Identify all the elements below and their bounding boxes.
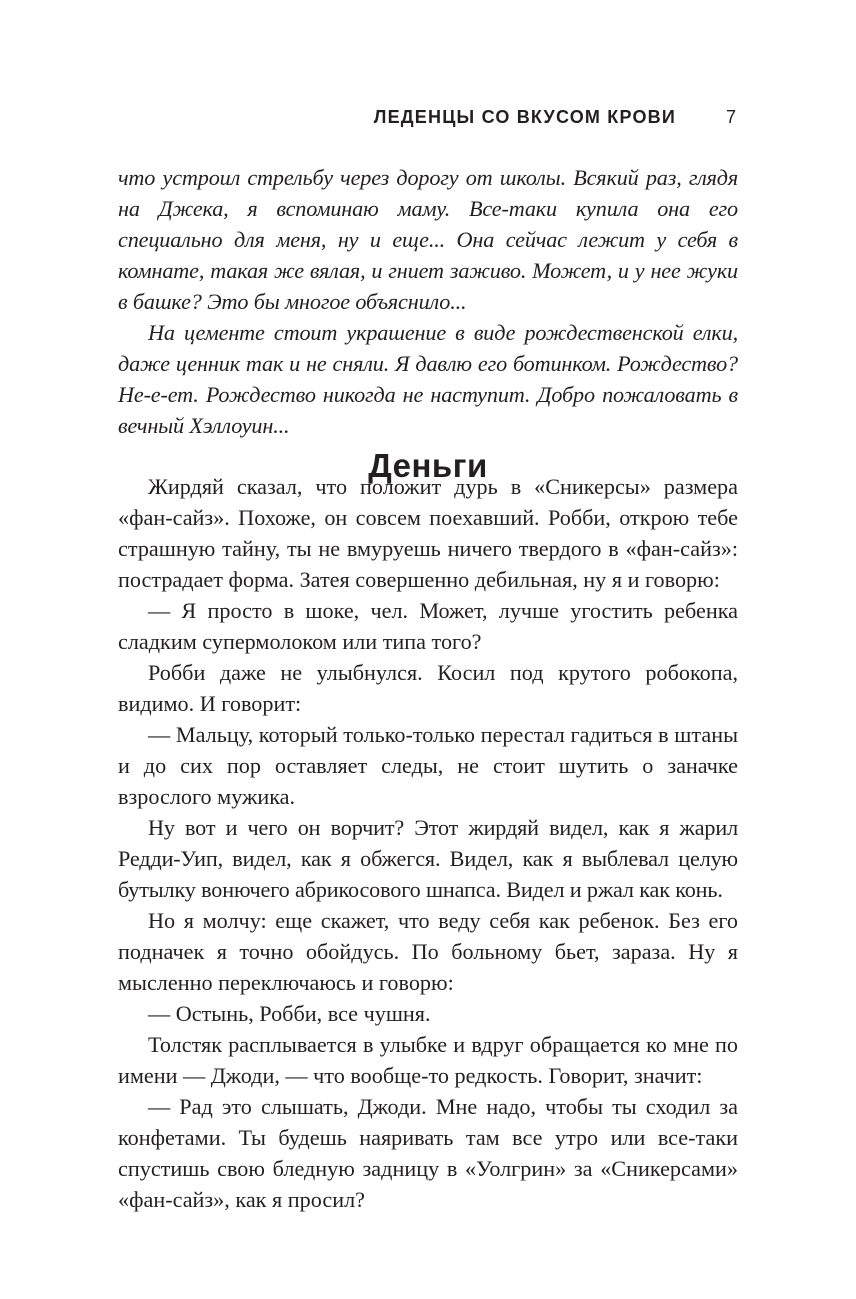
- dialogue-paragraph: — Я просто в шоке, чел. Может, лучше угостить ребенка сладким супермолоком или типа того?: [118, 598, 738, 654]
- body-paragraph: Ну вот и чего он ворчит? Этот жирдяй видел, как я жарил Редди-Уип, видел, как я обжегся. Видел, как я выблевал целую бутылку вонючего абрикосового шнапса. Видел и ржал как конь.: [118, 815, 738, 902]
- chapter-body: [118, 471, 738, 1215]
- body-paragraph: Жирдяй сказал, что положит дурь в «Сникерсы» размера «фан-сайз». Похоже, он совсем поехавший. Робби, открою тебе страшную тайну, ты не вмуруешь ничего твердого в «фан-сайз»: пострадает форма. Затея совершенно дебильная, ну я и говорю:: [118, 474, 738, 592]
- dialogue-paragraph: — Мальцу, который только-только перестал гадиться в штаны и до сих пор оставляет следы, не стоит шутить о заначке взрослого мужика.: [118, 722, 738, 809]
- body-paragraph: Робби даже не улыбнулся. Косил под крутого робокопа, видимо. И говорит:: [118, 660, 738, 716]
- dialogue-paragraph: — Рад это слышать, Джоди. Мне надо, чтобы ты сходил за конфетами. Ты будешь наяривать там все утро или все-таки спустишь свою бледную задницу в «Уолгрин» за «Сникерсами» «фан-сайз», как я просил?: [118, 1094, 738, 1212]
- chapter-title: Деньги: [368, 447, 488, 485]
- body-paragraph: Толстяк расплывается в улыбке и вдруг обращается ко мне по имени — Джоди, — что вообще-то редкость. Говорит, значит:: [118, 1032, 738, 1088]
- intro-paragraph: что устроил стрельбу через дорогу от школы. Всякий раз, глядя на Джека, я вспоминаю маму. Все-таки купила она его специально для меня, ну и еще... Она сейчас лежит у себя в комнате, такая же вялая, и гниет заживо. Может, и у нее жуки в башке? Это бы многое объяснило...: [118, 165, 738, 314]
- running-head: [118, 104, 738, 130]
- running-title: ЛЕДЕНЦЫ СО ВКУСОМ КРОВИ: [373, 107, 676, 127]
- intro-text: [118, 162, 738, 441]
- page-number: 7: [725, 107, 736, 127]
- body-paragraph: Но я молчу: еще скажет, что веду себя как ребенок. Без его подначек я точно обойдусь. По больному бьет, зараза. Ну я мысленно переключаюсь и говорю:: [118, 908, 738, 995]
- intro-paragraph: На цементе стоит украшение в виде рождественской елки, даже ценник так и не сняли. Я давлю его ботинком. Рождество? Не-е-ет. Рождество никогда не наступит. Добро пожаловать в вечный Хэллоуин...: [118, 320, 738, 438]
- dialogue-paragraph: — Остынь, Робби, все чушня.: [148, 1001, 431, 1026]
